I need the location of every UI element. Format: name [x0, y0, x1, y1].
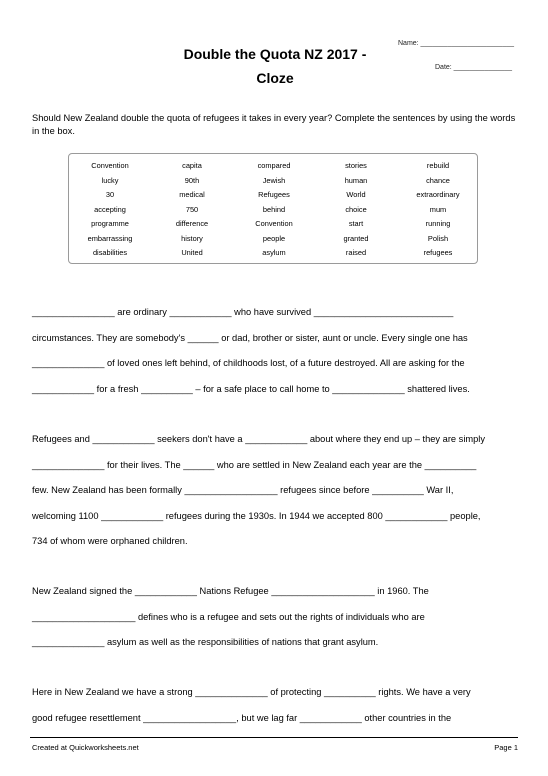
cloze-line: good refugee resettlement __________________, but we lag far ____________ other countries in the [32, 712, 452, 723]
footer-divider [30, 737, 518, 738]
cloze-line: 734 of whom were orphaned children. [32, 536, 188, 546]
cloze-line: ______________ asylum as well as the responsibilities of nations that grant asylum. [32, 637, 379, 647]
word-bank-item: extraordinary [416, 190, 460, 199]
word-bank-item: lucky [101, 175, 119, 185]
word-bank-item: chance [426, 175, 450, 185]
cloze-line: ______________ of loved ones left behind, of childhoods lost, of a future destroyed. All are asking for the [32, 358, 465, 368]
word-bank-item: human [344, 175, 368, 185]
cloze-line: ______________ for their lives. The ______ who are settled in New Zealand each year are the __________ [32, 459, 477, 470]
date-field: Date: _______________ [435, 64, 513, 71]
word-bank-item: choice [345, 204, 367, 214]
word-bank-item: embarrassing [87, 233, 133, 243]
word-bank-item: United [181, 248, 203, 257]
cloze-line: Refugees and ____________ seekers don't have a ____________ about where they end up – they are simply [32, 434, 486, 444]
word-bank-item: rebuild [426, 161, 450, 170]
word-bank-item: Polish [427, 233, 449, 243]
word-bank-item: history [181, 233, 203, 243]
cloze-line: ________________ are ordinary ____________ who have survived ___________________________ [32, 307, 454, 317]
word-bank-item: 30 [105, 190, 115, 199]
cloze-line: few. New Zealand has been formally __________________ refugees since before __________ War II, [32, 485, 454, 495]
word-bank-item: World [346, 190, 366, 199]
word-bank-item: 90th [184, 175, 200, 185]
word-bank-item: asylum [262, 248, 286, 257]
footer-page-number: Page 1 [494, 743, 518, 752]
word-bank-item: mum [429, 204, 447, 214]
word-bank-item: difference [175, 219, 209, 228]
paragraph-1 [32, 305, 522, 407]
cloze-line: circumstances. They are somebody's ______ or dad, brother or sister, aunt or uncle. Every single one has [32, 332, 468, 343]
cloze-line: Here in New Zealand we have a strong ______________ of protecting __________ rights. We have a very [32, 687, 471, 697]
word-bank-item: stories [345, 161, 367, 170]
word-bank-item: accepting [94, 204, 126, 214]
word-bank-item: people [262, 233, 286, 243]
word-bank-box [68, 153, 478, 264]
worksheet-title [150, 42, 400, 90]
word-bank-item: Convention [255, 219, 293, 228]
word-bank-item: capita [182, 161, 202, 170]
word-bank-item: Convention [91, 161, 129, 170]
word-bank-item: running [425, 219, 451, 228]
word-bank-item: raised [345, 248, 367, 257]
word-bank-item: Jewish [262, 175, 286, 185]
word-bank-item: 750 [185, 204, 199, 214]
word-bank-item: Refugees [258, 190, 290, 199]
word-bank-item: medical [179, 190, 205, 199]
cloze-line: ____________________ defines who is a refugee and sets out the rights of individuals who are [32, 611, 425, 622]
word-bank-item: granted [343, 233, 369, 243]
word-bank-item: programme [91, 219, 129, 228]
paragraph-4 [32, 685, 522, 736]
cloze-line: New Zealand signed the ____________ Nations Refugee ____________________ in 1960. The [32, 586, 429, 596]
word-bank-item: behind [262, 204, 286, 214]
word-bank-item: refugees [423, 248, 453, 257]
footer-credit: Created at Quickworksheets.net [32, 743, 139, 752]
title-line-2: Cloze [256, 70, 294, 86]
paragraph-3 [32, 584, 522, 661]
cloze-line: ____________ for a fresh __________ – for a safe place to call home to ______________ shattered lives. [32, 383, 470, 394]
word-bank-item: start [348, 219, 364, 228]
title-line-1: Double the Quota NZ 2017 - [183, 46, 367, 62]
word-bank-item: compared [257, 161, 291, 170]
paragraph-2 [32, 432, 522, 560]
instructions-text: Should New Zealand double the quota of refugees it takes in every year? Complete the sentences by using the words in the box. [32, 113, 516, 136]
word-bank-item: disabilities [92, 248, 128, 257]
name-field: Name: ________________________ [398, 40, 514, 47]
cloze-line: welcoming 1100 ____________ refugees during the 1930s. In 1944 we accepted 800 ____________ people, [32, 510, 481, 521]
